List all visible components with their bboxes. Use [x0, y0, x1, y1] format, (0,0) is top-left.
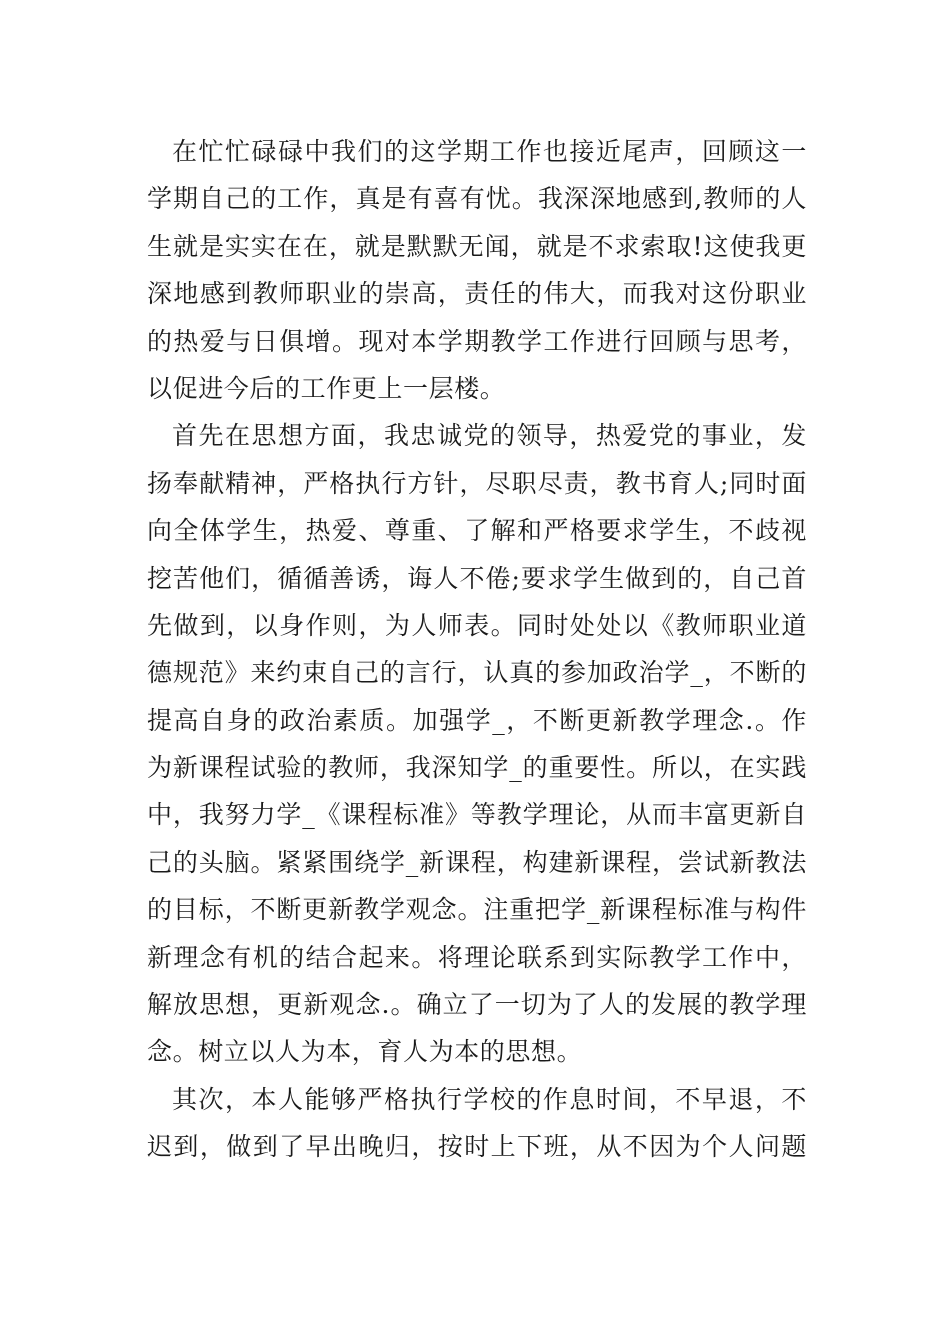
paragraph-line: 为新课程试验的教师，我深知学_的重要性。所以，在实践	[147, 753, 807, 783]
paragraph-1	[147, 128, 807, 412]
paragraph-line: 提高自身的政治素质。加强学_，不断更新教学理念.。作	[147, 705, 807, 735]
paragraph-line: 新理念有机的结合起来。将理论联系到实际教学工作中，	[147, 942, 807, 972]
paragraph-line: 其次，本人能够严格执行学校的作息时间，不早退，不	[172, 1084, 807, 1114]
paragraph-line: 中，我努力学_《课程标准》等教学理论，从而丰富更新自	[147, 800, 807, 830]
paragraph-line: 扬奉献精神，严格执行方针，尽职尽责，教书育人;同时面	[147, 468, 807, 498]
paragraph-2	[147, 412, 807, 1075]
paragraph-line: 首先在思想方面，我忠诚党的领导，热爱党的事业，发	[172, 421, 807, 451]
paragraph-line: 德规范》来约束自己的言行，认真的参加政治学_，不断的	[147, 658, 807, 688]
paragraph-line: 己的头脑。紧紧围绕学_新课程，构建新课程，尝试新教法	[147, 847, 807, 877]
paragraph-line: 以促进今后的工作更上一层楼。	[147, 373, 506, 403]
paragraph-line: 先做到，以身作则，为人师表。同时处处以《教师职业道	[147, 610, 807, 640]
document-body	[147, 128, 807, 1171]
paragraph-line: 迟到，做到了早出晚归，按时上下班，从不因为个人问题	[147, 1132, 807, 1162]
paragraph-line: 向全体学生，热爱、尊重、了解和严格要求学生，不歧视	[147, 516, 807, 546]
paragraph-line: 念。树立以人为本，育人为本的思想。	[147, 1037, 583, 1067]
paragraph-line: 的热爱与日俱增。现对本学期教学工作进行回顾与思考，	[147, 326, 807, 356]
paragraph-3	[147, 1076, 807, 1171]
paragraph-line: 生就是实实在在，就是默默无闻，就是不求索取!这使我更	[147, 231, 807, 261]
paragraph-line: 在忙忙碌碌中我们的这学期工作也接近尾声，回顾这一	[172, 137, 807, 166]
paragraph-line: 挖苦他们，循循善诱，诲人不倦;要求学生做到的，自己首	[147, 563, 807, 593]
paragraph-line: 的目标，不断更新教学观念。注重把学_新课程标准与构件	[147, 895, 807, 925]
paragraph-line: 解放思想，更新观念.。确立了一切为了人的发展的教学理	[147, 990, 807, 1020]
paragraph-line: 学期自己的工作，真是有喜有忧。我深深地感到,教师的人	[147, 184, 807, 214]
paragraph-line: 深地感到教师职业的崇高，责任的伟大，而我对这份职业	[147, 279, 807, 309]
